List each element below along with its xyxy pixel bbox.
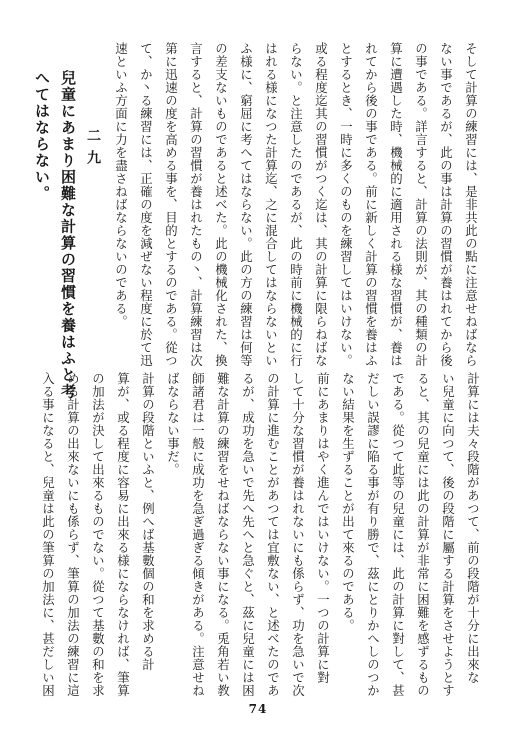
bottom-text-column: 難な計算の練習をせねばならない事になる。兎角若い教 <box>215 372 231 697</box>
bottom-text-column: 師諸君は一般に成功を急ぎ過ぎる傾きがある。注意せね <box>190 372 206 697</box>
bottom-text-column: 算が、或る程度に容易に出來る様にならなければ、筆算 <box>115 372 131 697</box>
top-text-column: 或る程度迄其の習慣がつく迄は、其の計算に限らねばな <box>313 42 329 367</box>
top-text-column: の事である。詳言すると、計算の法則が、其の種類の計 <box>413 42 429 367</box>
section-number: 二九 <box>85 128 101 172</box>
top-text-column: の差支ないものであると述べた。此の機械化された、換 <box>213 42 229 367</box>
top-text-column: 言すると、計算の習慣が養はれたもの丶、計算練習は次 <box>188 42 204 367</box>
bottom-text-column: の計算に進むことがあつては宜敷ない、と述べたのであ <box>265 372 281 697</box>
section-heading-line: へてはならない。 <box>33 70 51 202</box>
bottom-text-column: るが、成功を急いで先へ先へと急ぐと、茲に兒童には困 <box>240 372 256 697</box>
bottom-text-column: 前にあまりはやく進んではいけない。一つの計算に對 <box>315 372 331 684</box>
top-text-column: そして計算の練習には、是非共此の點に注意せねばなら <box>463 42 479 367</box>
bottom-text-column: して十分な習慣が養はれないにも係らず、功を急いで次 <box>290 372 306 697</box>
top-text-column: らない。と注意したのであるが、此の時前に機械的に行 <box>288 42 304 367</box>
bottom-text-column: い兒童に向つて、後の段階に屬する計算をさせようとす <box>440 372 456 697</box>
top-text-column: ない事であるが、此の事は計算の習慣が養はれてから後 <box>438 42 454 367</box>
bottom-text-column: 入る事になると、兒童は此の筆算の加法に、甚だしい困 <box>40 372 56 697</box>
top-text-column: 第に迅速の度を高める事を、目的とするのである。從つ <box>163 42 179 367</box>
bottom-text-column: 計算の段階といふと、例へば基數個の和を求める計 <box>140 372 156 671</box>
bottom-text-column: の加法が決して出來るものでない。從つて基數の和を求 <box>90 372 106 697</box>
section-heading-line: 兒童にあまり困難な計算の習慣を養はふと考 <box>59 70 77 400</box>
top-text-column: て、か丶る練習には、正確の度を減ぜない程度に於て迅 <box>138 42 154 367</box>
bottom-text-column: める計算の出來ないにも係らず、筆算の加法の練習に這 <box>65 372 81 697</box>
top-text-column: とするとき、一時に多くのものを練習してはいけない。 <box>338 42 354 367</box>
bottom-text-column: である。從つて此等の兒童には、此の計算に對して、甚 <box>390 372 406 697</box>
page-number: 74 <box>248 702 268 716</box>
top-text-column: ふ様に、窮屈に考へてはならない。此の方の練習は何等 <box>238 42 254 367</box>
bottom-text-column: ると、其の兒童には此の計算が非常に困難を感ずるもの <box>415 372 431 697</box>
bottom-text-column: 計算には夫々段階があつて、前の段階が十分に出來な <box>465 372 481 684</box>
bottom-text-column: だしい誤謬に陥る事が有り勝で、茲にとりかへしのつか <box>365 372 381 697</box>
bottom-text-column: ない結果を生ずることが出て來るのである。 <box>340 372 356 632</box>
bottom-text-column: ばならない事だ。 <box>165 372 181 476</box>
top-text-column: 速といふ方面に力を盡さねばならないのである。 <box>113 42 129 328</box>
top-text-column: はれる様になつた計算迄、之に混合してはならないとい <box>263 42 279 367</box>
top-text-column: 算に遭遇した時、機械的に適用される様な習慣が、養は <box>388 42 404 367</box>
top-text-column: れてから後の事である。前に新しく計算の習慣を養はふ <box>363 42 379 367</box>
